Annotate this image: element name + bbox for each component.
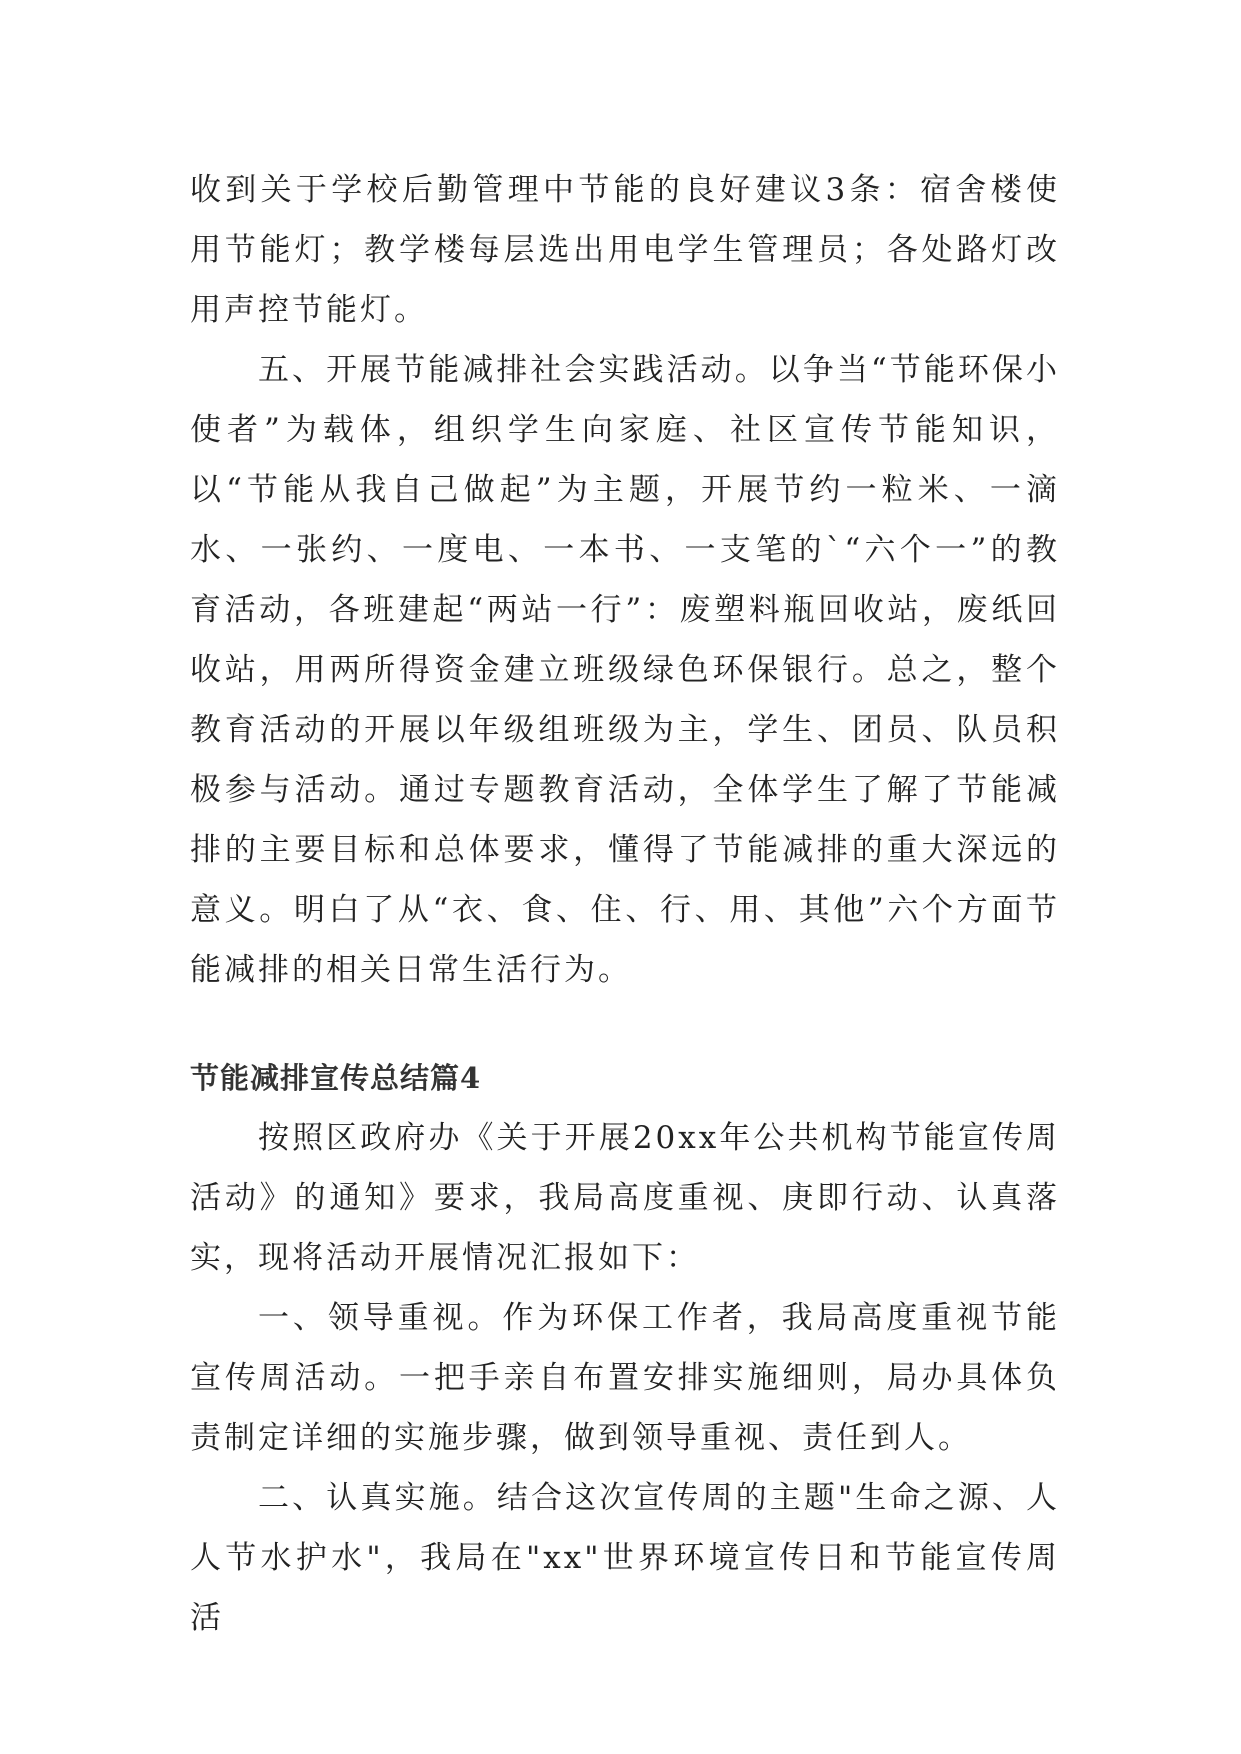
- document-body: [190, 160, 1060, 1648]
- paragraph-leadership: 一、领导重视。作为环保工作者，我局高度重视节能宣传周活动。一把手亲自布置安排实施细则，局办具体负责制定详细的实施步骤，做到领导重视、责任到人。: [190, 1300, 1060, 1456]
- paragraph-social-practice: 五、开展节能减排社会实践活动。以争当“节能环保小使者”为载体，组织学生向家庭、社区宣传节能知识，以“节能从我自己做起”为主题，开展节约一粒米、一滴水、一张约、一度电、一本书、一支笔的`“六个一”的教育活动，各班建起“两站一行”：废塑料瓶回收站，废纸回收站，用两所得资金建立班级绿色环保银行。总之，整个教育活动的开展以年级组班级为主，学生、团员、队员积极参与活动。通过专题教育活动，全体学生了解了节能减排的主要目标和总体要求，懂得了节能减排的重大深远的意义。明白了从“衣、食、住、行、用、其他”六个方面节能减排的相关日常生活行为。: [190, 352, 1060, 988]
- paragraph-implementation: 二、认真实施。结合这次宣传周的主题"生命之源、人人节水护水"，我局在"xx"世界环境宣传日和节能宣传周活: [190, 1480, 1060, 1636]
- paragraph-intro: 按照区政府办《关于开展20xx年公共机构节能宣传周活动》的通知》要求，我局高度重视、庚即行动、认真落实，现将活动开展情况汇报如下：: [190, 1120, 1060, 1276]
- paragraph-suggestions: 收到关于学校后勤管理中节能的良好建议3条：宿舍楼使用节能灯；教学楼每层选出用电学生管理员；各处路灯改用声控节能灯。: [190, 172, 1060, 328]
- section-heading: 节能减排宣传总结篇4: [190, 1061, 482, 1095]
